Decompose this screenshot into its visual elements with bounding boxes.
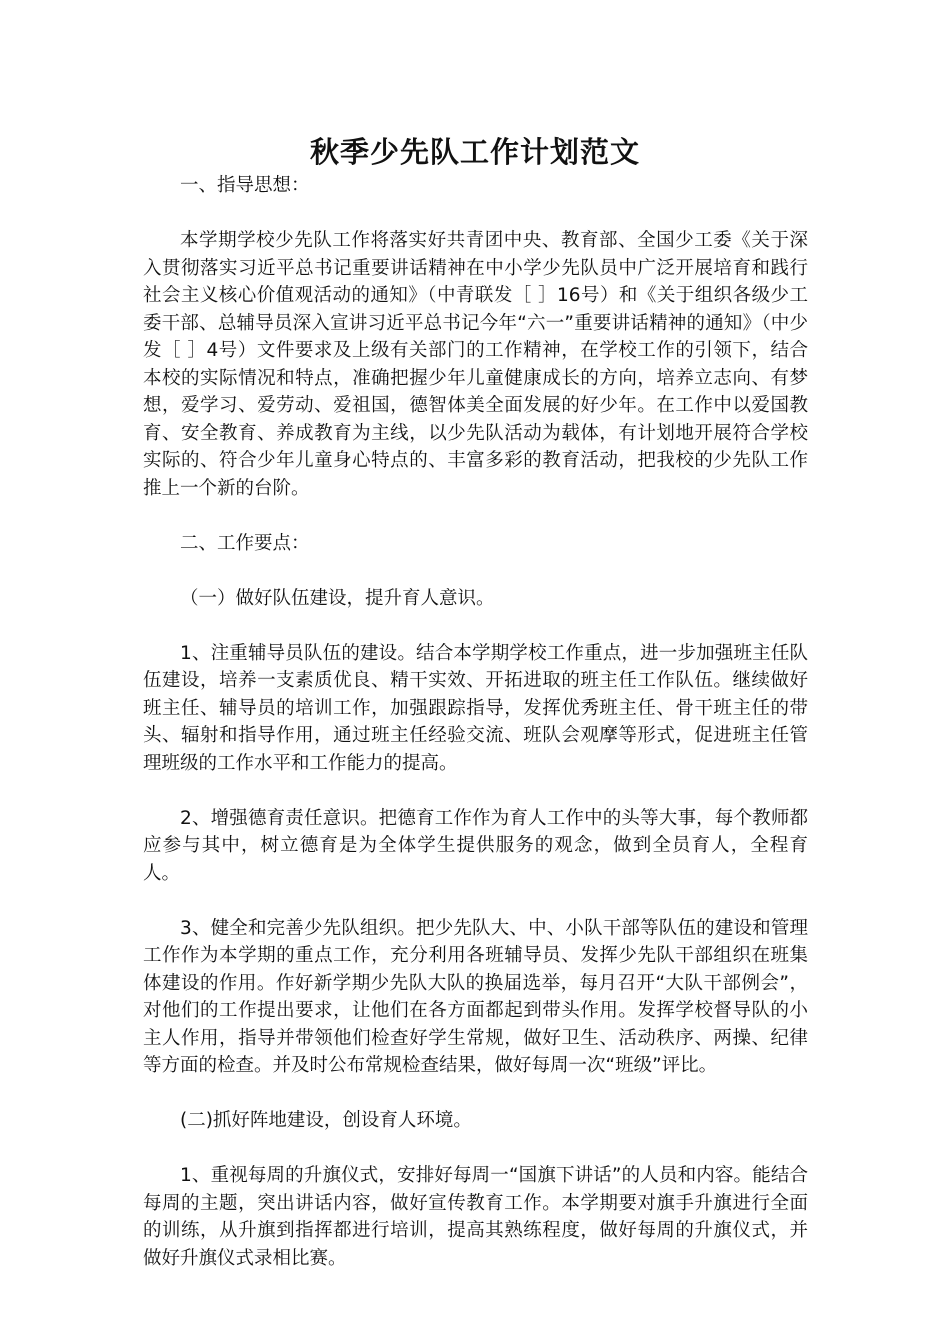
paragraph-item-1-2: 2、增强德育责任意识。把德育工作作为育人工作中的头等大事，每个教师都应参与其中，树立德育是为全体学生提供服务的观念，做到全员育人，全程育人。: [143, 807, 808, 884]
paragraph-spacer: [143, 777, 808, 805]
paragraph-spacer: [143, 1080, 808, 1108]
paragraph-item-2-1: 1、重视每周的升旗仪式，安排好每周一“国旗下讲话”的人员和内容。能结合每周的主题，突出讲话内容，做好宣传教育工作。本学期要对旗手升旗进行全面的训练，从升旗到指挥都进行培训，提高其熟练程度，做好每周的升旗仪式，并做好升旗仪式录相比赛。: [143, 1165, 808, 1269]
subsection-heading-team-building: （一）做好队伍建设，提升育人意识。: [180, 587, 495, 609]
paragraph-spacer: [143, 1135, 808, 1163]
paragraph-spacer: [143, 200, 808, 228]
paragraph-spacer: [143, 502, 808, 530]
paragraph-spacer: [143, 557, 808, 585]
paragraph-item-1-1: 1、注重辅导员队伍的建设。结合本学期学校工作重点，进一步加强班主任队伍建设，培养一支素质优良、精干实效、开拓进取的班主任工作队伍。继续做好班主任、辅导员的培训工作，加强跟踪指导，发挥优秀班主任、骨干班主任的带头、辐射和指导作用，通过班主任经验交流、班队会观摩等形式，促进班主任管理班级的工作水平和工作能力的提高。: [143, 642, 808, 774]
document-title: 秋季少先队工作计划范文: [309, 135, 640, 169]
document-body: [143, 172, 808, 1272]
section-heading-guiding-thought: 一、指导思想：: [180, 175, 310, 196]
paragraph-intro: 本学期学校少先队工作将落实好共青团中央、教育部、全国少工委《关于深入贯彻落实习近平总书记重要讲话精神在中小学少先队员中广泛开展培育和践行社会主义核心价值观活动的通知》（中青联发［ ］16号）和《关于组织各级少工委干部、总辅导员深入宣讲习近平总书记今年“六一”重要讲话精神的通知》（中少发［ ］4号）文件要求及上级有关部门的工作精神，在学校工作的引领下，结合本校的实际情况和特点，准确把握少年儿童健康成长的方向，培养立志向、有梦想，爱学习、爱劳动、爱祖国，德智体美全面发展的好少年。在工作中以爱国教育、安全教育、养成教育为主线，以少先队活动为载体，有计划地开展符合学校实际的、符合少年儿童身心特点的、丰富多彩的教育活动，把我校的少先队工作推上一个新的台阶。: [143, 230, 808, 499]
paragraph-item-1-3: 3、健全和完善少先队组织。把少先队大、中、小队干部等队伍的建设和管理工作作为本学期的重点工作，充分利用各班辅导员、发挥少先队干部组织在班集体建设的作用。作好新学期少先队大队的换届选举，每月召开“大队干部例会”，对他们的工作提出要求，让他们在各方面都起到带头作用。发挥学校督导队的小主人作用，指导并带领他们检查好学生常规，做好卫生、活动秩序、两操、纪律等方面的检查。并及时公布常规检查结果，做好每周一次“班级”评比。: [143, 917, 808, 1076]
subsection-heading-position-building: (二)抓好阵地建设，创设育人环境。: [180, 1110, 472, 1131]
paragraph-spacer: [143, 887, 808, 915]
paragraph-spacer: [143, 612, 808, 640]
section-heading-work-points: 二、工作要点：: [180, 532, 310, 554]
